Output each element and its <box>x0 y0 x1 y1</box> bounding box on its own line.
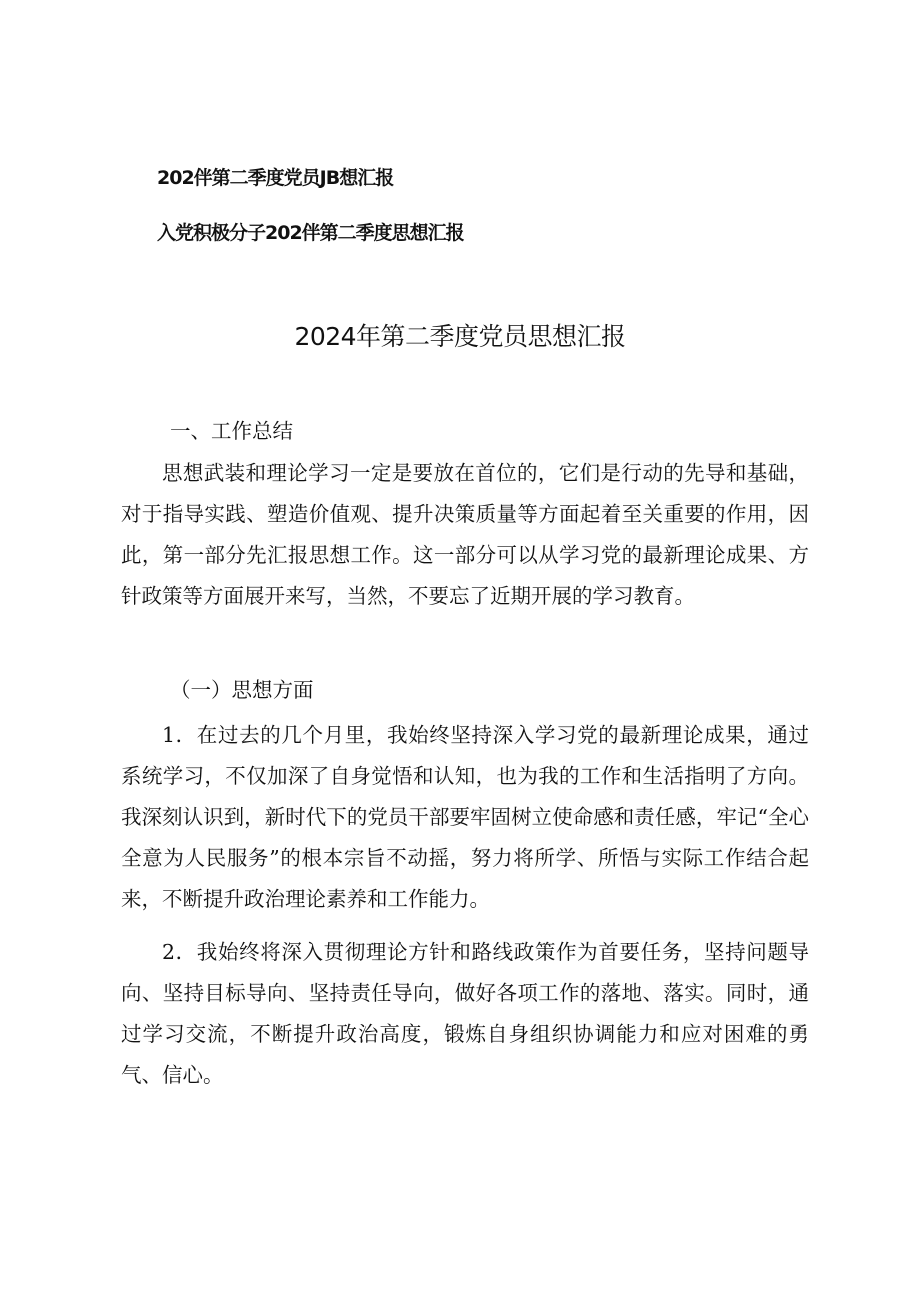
document-title: 2024年第二季度党员思想汇报 <box>294 322 626 351</box>
paragraph-intro: 思想武装和理论学习一定是要放在首位的，它们是行动的先导和基础，对于指导实践、塑造价值观、提升决策质量等方面起着至关重要的作用，因此，第一部分先汇报思想工作。这一部分可以从学习党的最新理论成果、方针政策等方面展开来写，当然，不要忘了近期开展的学习教育。 <box>121 461 809 608</box>
toc-entry-2: 入党积极分子202伴第二季度思想汇报 <box>157 222 464 244</box>
section-heading-work-summary: 一、工作总结 <box>170 419 293 443</box>
list-item-1: 1．在过去的几个月里，我始终坚持深入学习党的最新理论成果，通过系统学习，不仅加深了自身觉悟和认知，也为我的工作和生活指明了方向。我深刻认识到，新时代下的党员干部要牢固树立使命感和责任感，牢记“全心全意为人民服务”的根本宗旨不动摇，努力将所学、所悟与实际工作结合起来，不断提升政治理论素养和工作能力。 <box>121 723 809 911</box>
subsection-heading-ideology: （一）思想方面 <box>170 678 314 702</box>
list-item-2: 2．我始终将深入贯彻理论方针和路线政策作为首要任务，坚持问题导向、坚持目标导向、坚持责任导向，做好各项工作的落地、落实。同时，通过学习交流，不断提升政治高度，锻炼自身组织协调能力和应对困难的勇气、信心。 <box>121 940 809 1087</box>
toc-entry-1: 202伴第二季度党员JB想汇报 <box>157 167 394 189</box>
